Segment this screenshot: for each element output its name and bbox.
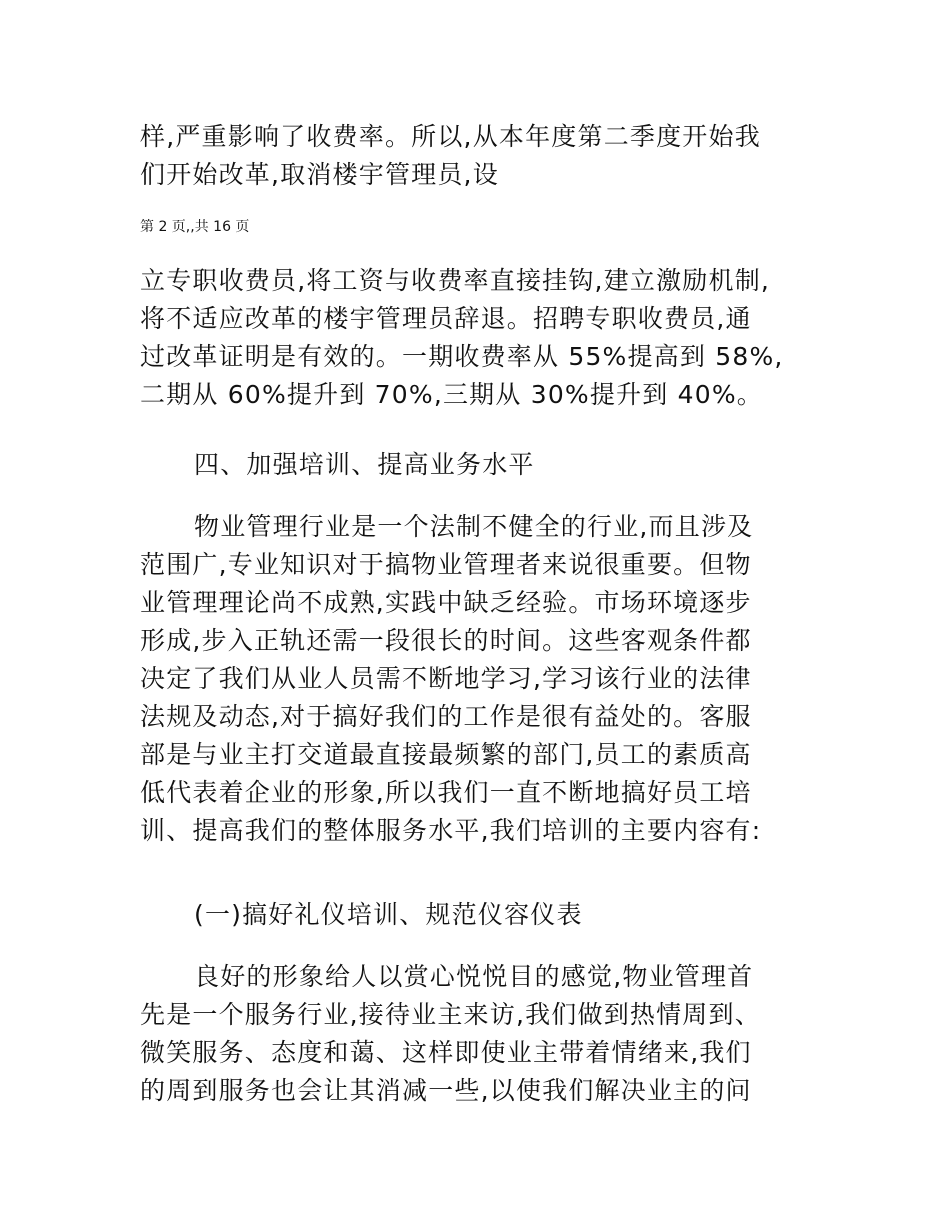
text-line: 物业管理行业是一个法制不健全的行业,而且涉及 xyxy=(194,512,754,541)
training-paragraph xyxy=(140,508,820,850)
text-line: 低代表着企业的形象,所以我们一直不断地搞好员工培 xyxy=(140,778,752,807)
text-line: 先是一个服务行业,接待业主来访,我们做到热情周到、 xyxy=(140,1000,761,1029)
subsection-heading-text: (一)搞好礼仪培训、规范仪容仪表 xyxy=(194,900,583,929)
continued-paragraph xyxy=(140,262,820,414)
text-line: 决定了我们从业人员需不断地学习,学习该行业的法律 xyxy=(140,664,752,693)
text-line: 们开始改革,取消楼宇管理员,设 xyxy=(140,160,499,189)
subsection-heading xyxy=(140,896,820,934)
text-line: 法规及动态,对于搞好我们的工作是很有益处的。客服 xyxy=(140,702,752,731)
text-line: 训、提高我们的整体服务水平,我们培训的主要内容有: xyxy=(140,816,762,845)
text-line: 良好的形象给人以赏心悦悦目的感觉,物业管理首 xyxy=(194,962,754,991)
text-line: 业管理理论尚不成熟,实践中缺乏经验。市场环境逐步 xyxy=(140,588,752,617)
text-line: 二期从 60%提升到 70%,三期从 30%提升到 40%。 xyxy=(140,380,764,409)
page-footer: 第 2 页,,共 16 页 xyxy=(140,219,250,235)
text-line: 的周到服务也会让其消减一些,以使我们解决业主的问 xyxy=(140,1076,752,1105)
section-heading-text: 四、加强培训、提高业务水平 xyxy=(194,450,535,479)
text-line: 范围广,专业知识对于搞物业管理者来说很重要。但物 xyxy=(140,550,752,579)
text-line: 将不适应改革的楼宇管理员辞退。招聘专职收费员,通 xyxy=(140,304,752,333)
etiquette-paragraph xyxy=(140,958,820,1110)
section-heading xyxy=(140,446,820,484)
text-line: 微笑服务、态度和蔼、这样即使业主带着情绪来,我们 xyxy=(140,1038,752,1067)
text-line: 过改革证明是有效的。一期收费率从 55%提高到 58%, xyxy=(140,342,784,371)
text-line: 形成,步入正轨还需一段很长的时间。这些客观条件都 xyxy=(140,626,752,655)
text-line: 样,严重影响了收费率。所以,从本年度第二季度开始我 xyxy=(140,122,761,151)
text-line: 部是与业主打交道最直接最频繁的部门,员工的素质高 xyxy=(140,740,752,769)
text-line: 立专职收费员,将工资与收费率直接挂钩,建立激励机制, xyxy=(140,266,771,295)
continued-paragraph-top xyxy=(140,118,820,194)
